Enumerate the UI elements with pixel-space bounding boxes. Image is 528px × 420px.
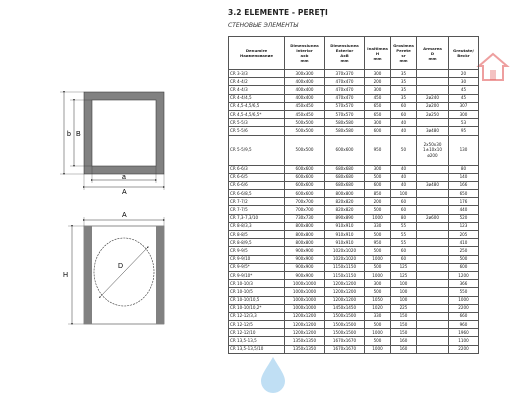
table-cell: 1500x1500	[325, 321, 365, 329]
table-cell	[417, 255, 449, 263]
table-cell: 440	[449, 206, 479, 214]
table-cell: 900x900	[285, 271, 325, 279]
table-cell: 3ø480	[417, 181, 449, 189]
table-cell: 470x470	[325, 86, 365, 94]
table-cell: 150	[391, 321, 417, 329]
table-cell: 680x680	[325, 165, 365, 173]
table-cell: 600	[449, 263, 479, 271]
table-cell: 660	[449, 312, 479, 320]
table-cell: 250	[449, 247, 479, 255]
table-cell: 176	[449, 198, 479, 206]
table-cell: 580x580	[325, 127, 365, 135]
table-cell: CR 4,5-4,5/6,5	[229, 102, 285, 110]
table-cell: 30	[449, 78, 479, 86]
table-row	[229, 255, 479, 263]
table-cell: 45	[449, 94, 479, 102]
table-cell: CR 10-10/3	[229, 280, 285, 288]
table-cell: 820x820	[325, 206, 365, 214]
table-row	[229, 214, 479, 222]
table-row	[229, 102, 479, 110]
table-cell: 1000	[365, 214, 391, 222]
table-cell: 1000x1000	[285, 296, 325, 304]
table-cell: 500	[365, 288, 391, 296]
table-cell: 35	[391, 86, 417, 94]
table-row	[229, 110, 479, 118]
table-cell: 900x900	[285, 247, 325, 255]
table-cell	[417, 173, 449, 181]
table-cell: 160	[391, 345, 417, 353]
table-cell: 300	[365, 119, 391, 127]
table-cell	[417, 345, 449, 353]
table-cell	[417, 86, 449, 94]
table-cell: 2ø250	[417, 110, 449, 118]
table-cell: 45	[449, 86, 479, 94]
table-cell: 100	[391, 288, 417, 296]
table-cell: 3ø480	[417, 127, 449, 135]
dim-d-label: D	[118, 263, 124, 270]
table-cell: 2ø600	[417, 214, 449, 222]
table-cell: 450x450	[285, 102, 325, 110]
table-cell: 650	[449, 190, 479, 198]
table-cell	[417, 296, 449, 304]
table-cell: 950	[365, 135, 391, 165]
table-cell: 730x730	[285, 214, 325, 222]
table-cell: 450x450	[285, 110, 325, 118]
table-cell: CR 12-12/10	[229, 329, 285, 337]
table-cell: 600x600	[325, 135, 365, 165]
dim-b-label: B	[76, 131, 81, 138]
table-cell: 1960	[449, 329, 479, 337]
table-cell: 600x600	[285, 181, 325, 189]
table-cell: 60	[391, 206, 417, 214]
table-cell: CR 5-5/6	[229, 127, 285, 135]
table-cell: 800x800	[285, 222, 325, 230]
table-cell: 500	[365, 173, 391, 181]
table-row	[229, 78, 479, 86]
table-header-row	[229, 37, 479, 70]
table-cell: 300	[365, 86, 391, 94]
table-cell: 1670x1670	[325, 345, 365, 353]
table-cell: 650	[365, 110, 391, 118]
table-cell: 330	[365, 312, 391, 320]
table-row	[229, 119, 479, 127]
table-cell: 307	[449, 102, 479, 110]
table-cell	[417, 280, 449, 288]
table-cell	[417, 78, 449, 86]
table-cell: 150	[391, 312, 417, 320]
table-cell: 55	[391, 239, 417, 247]
table-cell: 60	[391, 255, 417, 263]
table-cell: CR 8-8/9,5	[229, 239, 285, 247]
table-body	[229, 70, 479, 354]
table-cell: CR 6-6/6	[229, 181, 285, 189]
table-cell: 900x900	[285, 255, 325, 263]
table-cell: 500	[365, 263, 391, 271]
table-cell: CR 4-4/4,5	[229, 94, 285, 102]
table-cell: CR 10-10/10,5	[229, 296, 285, 304]
table-cell: 100	[391, 280, 417, 288]
section-header	[228, 8, 524, 29]
table-cell: 950	[365, 239, 391, 247]
table-cell: 1200x1200	[285, 312, 325, 320]
table-cell: 550	[449, 288, 479, 296]
table-cell: 700x700	[285, 206, 325, 214]
table-cell: 20	[449, 70, 479, 78]
table-row	[229, 239, 479, 247]
table-cell	[417, 165, 449, 173]
table-cell: CR 7-7/5	[229, 206, 285, 214]
table-cell: 2200	[449, 345, 479, 353]
table-cell: 850	[365, 190, 391, 198]
table-cell: CR 9-9/5	[229, 247, 285, 255]
table-cell: 200	[365, 198, 391, 206]
table-cell	[417, 119, 449, 127]
table-cell: CR 13,5-13,5/10	[229, 345, 285, 353]
table-cell: 800x800	[285, 231, 325, 239]
table-cell: 500	[365, 231, 391, 239]
table-cell: 140	[449, 173, 479, 181]
table-cell: 890x890	[325, 214, 365, 222]
table-cell: 60	[391, 110, 417, 118]
table-cell: 35	[391, 78, 417, 86]
house-icon	[476, 50, 510, 84]
table-cell: 1150x1150	[325, 263, 365, 271]
table-cell: 1020x1020	[325, 255, 365, 263]
table-cell: 2x50x30 1±10x10 ø200	[417, 135, 449, 165]
table-cell: 225	[391, 304, 417, 312]
table-cell: 500x500	[285, 135, 325, 165]
table-cell: 205	[449, 231, 479, 239]
table-cell: 1020	[365, 304, 391, 312]
table-row	[229, 190, 479, 198]
table-row	[229, 280, 479, 288]
table-cell: 40	[391, 181, 417, 189]
table-cell: 330	[365, 222, 391, 230]
column-header: Greutate/ Весkr	[449, 37, 479, 70]
table-cell: 160	[391, 337, 417, 345]
table-cell: 520	[449, 214, 479, 222]
table-row	[229, 321, 479, 329]
table-cell: CR 3-3/3	[229, 70, 285, 78]
table-cell: 400x400	[285, 86, 325, 94]
table-cell: CR 10-10/10,2*	[229, 304, 285, 312]
table-cell: 500	[449, 255, 479, 263]
table-cell: 1670x1670	[325, 337, 365, 345]
table-cell: 370x370	[325, 70, 365, 78]
column-header: Grosimea Perete sr mm	[391, 37, 417, 70]
table-row	[229, 312, 479, 320]
table-cell: 1000	[365, 271, 391, 279]
table-row	[229, 288, 479, 296]
table-cell: 500	[365, 247, 391, 255]
column-header: Denumire Наименование	[229, 37, 285, 70]
page-title: 3.2 ELEMENTE - PEREŢI	[228, 8, 328, 17]
table-cell: 95	[449, 127, 479, 135]
dim-a-inner-label: a	[122, 174, 126, 181]
table-cell: CR 4-4/2	[229, 78, 285, 86]
technical-drawings	[0, 0, 222, 420]
table-cell: 300	[365, 165, 391, 173]
table-cell: 470x470	[325, 94, 365, 102]
table-cell: 80	[449, 165, 479, 173]
table-cell: 580x580	[325, 119, 365, 127]
table-cell: CR 4,5-4,5/6,5*	[229, 110, 285, 118]
table-cell: 40	[391, 173, 417, 181]
table-cell: 1500x1500	[325, 312, 365, 320]
table-row	[229, 94, 479, 102]
table-cell: 1450x1450	[325, 304, 365, 312]
table-row	[229, 231, 479, 239]
section-view	[63, 212, 164, 324]
column-header: Inaltimea H mm	[365, 37, 391, 70]
table-cell	[417, 198, 449, 206]
table-cell: 300	[449, 110, 479, 118]
table-cell: CR 8-8/3,3	[229, 222, 285, 230]
column-header: Dimensiunea Interior axb mm	[285, 37, 325, 70]
table-cell	[417, 321, 449, 329]
table-row	[229, 206, 479, 214]
table-cell: 500	[365, 337, 391, 345]
table-cell: 400x400	[285, 78, 325, 86]
table-cell: 600	[365, 181, 391, 189]
table-cell	[417, 247, 449, 255]
table-row	[229, 329, 479, 337]
table-cell: 1350x1350	[285, 345, 325, 353]
table-row	[229, 222, 479, 230]
table-row	[229, 181, 479, 189]
table-cell: 300	[365, 70, 391, 78]
table-cell: CR 4-4/3	[229, 86, 285, 94]
table-cell: 2200	[449, 304, 479, 312]
table-row	[229, 271, 479, 279]
table-cell: 1000x1000	[285, 304, 325, 312]
table-row	[229, 345, 479, 353]
table-cell	[417, 337, 449, 345]
table-row	[229, 198, 479, 206]
table-cell	[417, 288, 449, 296]
table-cell: 600x600	[285, 173, 325, 181]
dim-a-label: A	[122, 189, 127, 196]
table-cell: 910x910	[325, 239, 365, 247]
table-cell: 300x300	[285, 70, 325, 78]
table-cell: 820x820	[325, 198, 365, 206]
table-cell	[417, 263, 449, 271]
section-dim-a-label: A	[122, 212, 127, 219]
table-cell: 1000	[449, 296, 479, 304]
table-cell: 100	[391, 190, 417, 198]
table-cell: 1200x1200	[325, 280, 365, 288]
table-row	[229, 127, 479, 135]
table-cell: 60	[391, 247, 417, 255]
table-cell	[417, 329, 449, 337]
table-cell: 55	[391, 231, 417, 239]
table-cell: CR 7-7/2	[229, 198, 285, 206]
table-cell: 600x600	[285, 165, 325, 173]
table-cell: 2ø200	[417, 102, 449, 110]
table-cell: 125	[391, 263, 417, 271]
table-cell: 500	[365, 321, 391, 329]
table-cell: 40	[391, 119, 417, 127]
table-row	[229, 263, 479, 271]
table-cell: CR 5-5/9,5	[229, 135, 285, 165]
table-cell: 130	[449, 135, 479, 165]
table-cell	[417, 190, 449, 198]
page-subtitle: СТЕНОВЫЕ ЭЛЕМЕНТЫ	[228, 22, 299, 29]
table-cell: CR 9-9/5*	[229, 263, 285, 271]
table-cell: 1150x1150	[325, 271, 365, 279]
table-cell: 680x680	[325, 181, 365, 189]
column-header: Dimensiunea Exterior AxB mm	[325, 37, 365, 70]
table-cell: 500	[365, 206, 391, 214]
specification-table	[228, 36, 479, 354]
table-cell: 50	[391, 135, 417, 165]
table-row	[229, 296, 479, 304]
table-cell: CR 5-5/3	[229, 119, 285, 127]
table-cell: CR 7,3-7,3/10	[229, 214, 285, 222]
table-cell: 450	[365, 94, 391, 102]
table-cell: 125	[391, 271, 417, 279]
table-cell: 800x800	[285, 239, 325, 247]
table-cell: CR 6-6/5	[229, 173, 285, 181]
table-cell: CR 6-6/3	[229, 165, 285, 173]
table-cell: CR 12-12/5	[229, 321, 285, 329]
table-cell: 910x910	[325, 222, 365, 230]
table-cell: 600	[365, 127, 391, 135]
table-cell: 1000	[365, 329, 391, 337]
table-cell: 123	[449, 222, 479, 230]
table-cell: CR 9-9/10*	[229, 271, 285, 279]
table-row	[229, 304, 479, 312]
table-cell: 40	[391, 127, 417, 135]
table-cell: 100	[391, 296, 417, 304]
table-cell: 1000	[365, 255, 391, 263]
table-cell	[417, 239, 449, 247]
table-cell: 650	[365, 102, 391, 110]
table-cell: 500x500	[285, 127, 325, 135]
table-cell	[417, 70, 449, 78]
table-cell: 800x800	[325, 190, 365, 198]
table-cell: 40	[391, 165, 417, 173]
table-cell: CR 12-12/3,3	[229, 312, 285, 320]
table-cell: 1050	[365, 296, 391, 304]
table-cell: 150	[391, 329, 417, 337]
table-cell: 1500x1500	[325, 329, 365, 337]
table-cell	[417, 304, 449, 312]
table-cell: 400x400	[285, 94, 325, 102]
table-row	[229, 70, 479, 78]
table-cell: 1200x1200	[285, 321, 325, 329]
table-cell: 410	[449, 239, 479, 247]
table-row	[229, 337, 479, 345]
table-cell: CR 9-9/10	[229, 255, 285, 263]
table-cell: 2ø240	[417, 94, 449, 102]
table-cell: 1200	[449, 271, 479, 279]
column-header: Armarea D mm	[417, 37, 449, 70]
table-cell: 1020x1020	[325, 247, 365, 255]
table-cell: 366	[449, 280, 479, 288]
table-cell: 680x680	[325, 173, 365, 181]
table-cell: CR 13,5-13,5	[229, 337, 285, 345]
table-cell: 1200x1200	[285, 329, 325, 337]
table-cell: 166	[449, 181, 479, 189]
table-cell: 80	[391, 214, 417, 222]
table-cell	[417, 222, 449, 230]
table-cell	[417, 206, 449, 214]
plan-view	[60, 92, 164, 196]
table-cell: 700x700	[285, 198, 325, 206]
table-cell: 300	[365, 280, 391, 288]
table-cell: 570x570	[325, 110, 365, 118]
table-cell: 1000	[365, 345, 391, 353]
table-cell: CR 10-10/5	[229, 288, 285, 296]
table-cell: 1100	[449, 337, 479, 345]
table-cell: 55	[391, 222, 417, 230]
table-row	[229, 247, 479, 255]
table-cell: 470x470	[325, 78, 365, 86]
table-cell: 1350x1350	[285, 337, 325, 345]
dim-h-label: H	[63, 272, 69, 279]
table-cell: 570x570	[325, 102, 365, 110]
table-row	[229, 86, 479, 94]
dim-b-inner-label: b	[67, 131, 71, 138]
table-cell: 60	[391, 102, 417, 110]
table-cell	[417, 231, 449, 239]
table-cell: 60	[391, 198, 417, 206]
table-cell	[417, 312, 449, 320]
table-row	[229, 173, 479, 181]
table-cell: 960	[449, 321, 479, 329]
water-drop-icon	[258, 355, 288, 393]
table-cell: 35	[391, 94, 417, 102]
table-cell: 53	[449, 119, 479, 127]
table-cell: 500x500	[285, 119, 325, 127]
table-cell: CR 8-8/5	[229, 231, 285, 239]
table-cell: 1200x1200	[325, 288, 365, 296]
table-cell: 35	[391, 70, 417, 78]
table-cell: 200	[365, 78, 391, 86]
table-cell	[417, 271, 449, 279]
table-cell: CR 6-6/8,5	[229, 190, 285, 198]
table-cell: 1000x1000	[285, 288, 325, 296]
table-cell: 1200x1200	[325, 296, 365, 304]
table-row	[229, 135, 479, 165]
table-row	[229, 165, 479, 173]
table-cell: 910x910	[325, 231, 365, 239]
table-cell: 1000x1000	[285, 280, 325, 288]
table-cell: 900x900	[285, 263, 325, 271]
table-cell: 600x600	[285, 190, 325, 198]
